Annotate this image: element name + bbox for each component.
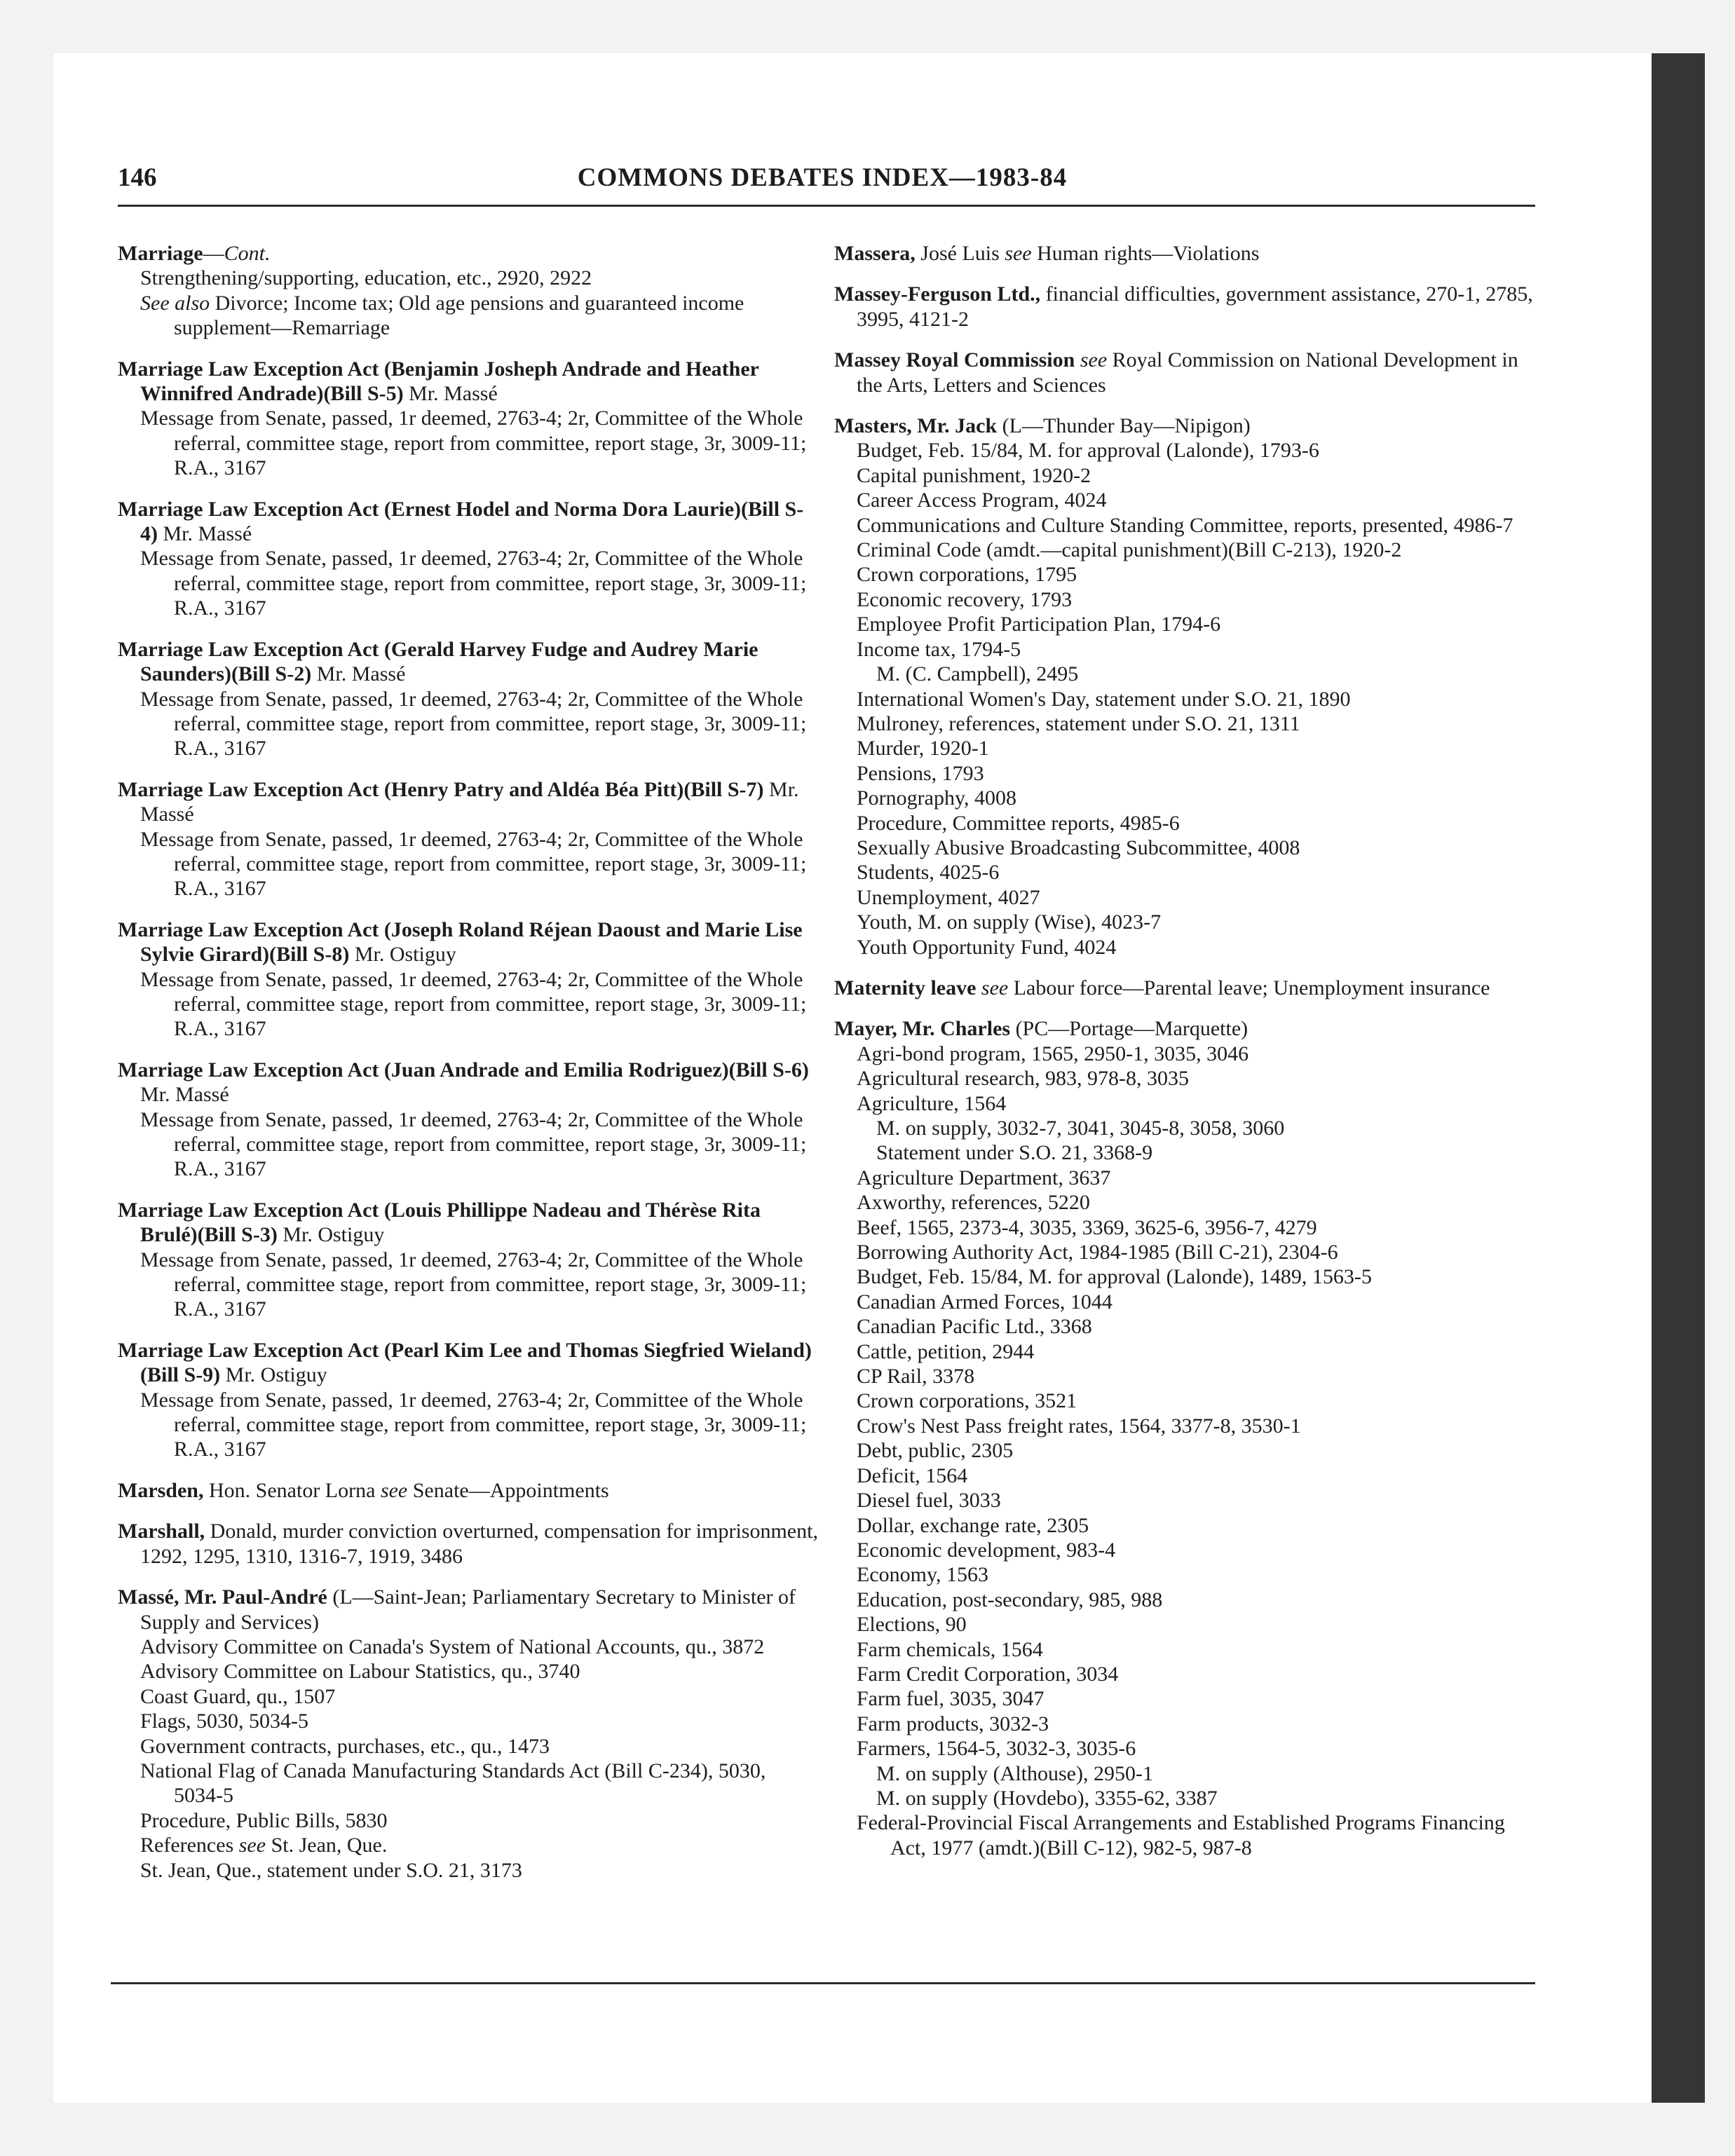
sub-entry [834,1464,1535,1488]
index-entry [834,241,1535,266]
sub-entry [834,1414,1535,1438]
entry-heading-text: Mr. Massé [403,382,498,406]
sub-entry [834,1091,1535,1116]
sub-entry [118,1684,819,1709]
index-entry [118,777,819,901]
sub-entry [118,1734,819,1759]
sub-entry [834,438,1535,463]
sub-entry [118,1635,819,1659]
sub-entry-text: M. on supply, 3032-7, 3041, 3045-8, 3058, 3060 [876,1117,1285,1140]
index-entry [118,497,819,621]
entry-heading-text: José Luis [915,242,1005,265]
entry-heading-bold: Mayer, Mr. Charles [834,1017,1011,1041]
sub-entry [834,1215,1535,1240]
sub-entry-text: Agricultural research, 983, 978-8, 3035 [857,1067,1190,1091]
entry-heading-text [976,976,981,999]
entry-heading [834,241,1535,266]
entry-heading [834,348,1535,397]
sub-entry-text: Murder, 1920-1 [857,737,989,760]
sub-entry [834,1637,1535,1662]
entry-heading-bold: Marriage Law Exception Act (Louis Phillippe Nadeau and Thérèse Rita Brulé)(Bill S-3) [118,1198,761,1247]
sub-entry [834,538,1535,562]
entry-heading-bold: Masters, Mr. Jack [834,414,998,438]
sub-entry-text: Message from Senate, passed, 1r deemed, 2763-4; 2r, Committee of the Whole referral, committee stage, report from committee, report stage, 3r, 3009-11; R.A., 3167 [140,687,807,760]
sub-entry-text: Coast Guard, qu., 1507 [140,1684,336,1708]
sub-entry-text: Pensions, 1793 [857,761,984,785]
entry-heading-text: Mr. Massé [311,662,406,686]
index-entry [118,1478,819,1503]
entry-heading-text: Mr. Ostiguy [349,943,456,967]
sub-entry [834,1140,1535,1165]
sub-entry [834,1736,1535,1761]
sub-entry [834,1364,1535,1389]
sub-entry-text: Crow's Nest Pass freight rates, 1564, 3377-8, 3530-1 [857,1414,1301,1438]
sub-entry-text: Strengthening/supporting, education, etc., 2920, 2922 [140,266,592,290]
sub-entry-text: Criminal Code (amdt.—capital punishment)(Bill C-213), 1920-2 [857,538,1402,562]
index-entry [118,1338,819,1462]
sub-entry [118,291,819,341]
sub-entry-text: Farm Credit Corporation, 3034 [857,1662,1119,1686]
sub-entry-text: Canadian Armed Forces, 1044 [857,1290,1113,1314]
sub-entry-text: Message from Senate, passed, 1r deemed, 2763-4; 2r, Committee of the Whole referral, committee stage, report from committee, report stage, 3r, 3009-11; R.A., 3167 [140,407,807,480]
entry-heading [118,917,819,967]
entry-heading-italic: see [1005,242,1032,265]
index-entry [834,414,1535,960]
sub-entry-text: Pornography, 4008 [857,786,1017,810]
sub-entry-text: Education, post-secondary, 985, 988 [857,1588,1163,1611]
sub-entry-text: Procedure, Committee reports, 4985-6 [857,811,1180,835]
sub-entry-italic: See also [140,291,210,315]
entry-heading [834,282,1535,332]
sub-entry-text: Crown corporations, 1795 [857,563,1077,587]
index-entry [118,241,819,341]
sub-entry [118,1833,819,1857]
header-rule [118,205,1535,207]
entry-heading [118,1585,819,1635]
sub-entry [834,1786,1535,1810]
entry-heading-text: (L—Saint-Jean; Parliamentary Secretary to Minister of Supply and Services) [140,1585,796,1634]
sub-entry [834,711,1535,736]
sub-entry [834,513,1535,538]
sub-entry-text: Youth Opportunity Fund, 4024 [857,935,1117,959]
sub-entry-text: St. Jean, Que. [266,1834,388,1857]
sub-entry [834,1389,1535,1413]
sub-entry [834,1042,1535,1066]
entry-heading-bold: Marriage Law Exception Act (Ernest Hodel and Norma Dora Laurie)(Bill S-4) [118,497,804,546]
sub-entry [834,1488,1535,1513]
index-entry [118,1585,819,1883]
sub-entry [834,835,1535,860]
sub-entry [118,1858,819,1883]
entry-heading-bold: Marriage Law Exception Act (Joseph Roland Réjean Daoust and Marie Lise Sylvie Girard)(Bill S-8) [118,917,803,967]
sub-entry [118,1388,819,1462]
entry-heading [834,976,1535,1000]
sub-entry [834,1513,1535,1538]
sub-entry-text: Cattle, petition, 2944 [857,1339,1035,1363]
sub-entry-text: Borrowing Authority Act, 1984-1985 (Bill C-21), 2304-6 [857,1241,1338,1264]
entry-heading-text: Mr. Massé [158,522,252,546]
sub-entry [834,811,1535,835]
sub-entry-text: Farm products, 3032-3 [857,1712,1049,1735]
sub-entry-text: Message from Senate, passed, 1r deemed, 2763-4; 2r, Committee of the Whole referral, committee stage, report from committee, report stage, 3r, 3009-11; R.A., 3167 [140,827,807,901]
sub-entry [834,1612,1535,1637]
sub-entry [834,935,1535,960]
entry-heading-bold: Massey-Ferguson Ltd., [834,282,1041,306]
sub-entry-text: Farm fuel, 3035, 3047 [857,1687,1045,1711]
sub-entry-text: Axworthy, references, 5220 [857,1191,1090,1215]
entry-heading-text: Mr. Ostiguy [277,1223,385,1247]
sub-entry-text: Message from Senate, passed, 1r deemed, 2763-4; 2r, Committee of the Whole referral, committee stage, report from committee, report stage, 3r, 3009-11; R.A., 3167 [140,1248,807,1321]
entry-heading-text: Royal Commission on National Development in the Arts, Letters and Sciences [857,348,1518,397]
entry-heading-bold: Massey Royal Commission [834,348,1075,372]
sub-entry-text: Students, 4025-6 [857,861,1000,885]
sub-entry [834,463,1535,488]
footer-rule [111,1982,1535,1984]
entry-heading-text: Mr. Ostiguy [220,1363,327,1387]
sub-entry-text: Message from Senate, passed, 1r deemed, 2763-4; 2r, Committee of the Whole referral, committee stage, report from committee, report stage, 3r, 3009-11; R.A., 3167 [140,547,807,620]
entry-heading-bold: Massé, Mr. Paul-André [118,1585,327,1609]
entry-heading-text: — [203,242,224,265]
sub-entry [118,1248,819,1322]
entry-heading [118,1338,819,1388]
page-number: 146 [118,163,157,192]
sub-entry [834,1588,1535,1612]
entry-heading [118,1198,819,1248]
index-entry [834,348,1535,397]
entry-heading-text [1075,348,1080,371]
left-column [118,241,819,1899]
sub-entry-text: Unemployment, 4027 [857,885,1040,909]
sub-entry-text: Crown corporations, 3521 [857,1389,1077,1413]
sub-entry-text: Communications and Culture Standing Committee, reports, presented, 4986-7 [857,513,1513,537]
sub-entry-text: Beef, 1565, 2373-4, 3035, 3369, 3625-6, 3956-7, 4279 [857,1215,1317,1239]
entry-heading-text: (PC—Portage—Marquette) [1010,1017,1248,1041]
entry-heading-text: financial difficulties, government assistance, 270-1, 2785, 3995, 4121-2 [857,282,1533,331]
entry-heading-bold: Marriage Law Exception Act (Benjamin Josheph Andrade and Heather Winnifred Andrade)(Bill S-5) [118,357,759,406]
entry-heading [118,497,819,547]
sub-entry [834,1066,1535,1091]
sub-entry [118,827,819,901]
sub-entry-text: CP Rail, 3378 [857,1365,975,1389]
sub-entry-text: M. on supply (Althouse), 2950-1 [876,1761,1153,1785]
sub-entry [834,1538,1535,1562]
sub-entry [834,1116,1535,1140]
sub-entry [118,546,819,620]
entry-heading-text: Mr. Massé [140,1083,229,1107]
entry-heading [118,777,819,827]
entry-heading [118,1478,819,1503]
index-entry [118,357,819,481]
sub-entry-text: Economic development, 983-4 [857,1538,1116,1562]
entry-heading [118,1519,819,1569]
sub-entry [834,562,1535,587]
sub-entry-text: Capital punishment, 1920-2 [857,463,1091,487]
sub-entry [834,1810,1535,1860]
sub-entry-text: Statement under S.O. 21, 3368-9 [876,1141,1153,1165]
sub-entry [118,1709,819,1733]
scan-binding-edge [1652,53,1705,2103]
entry-heading [834,414,1535,438]
sub-entry [834,687,1535,711]
entry-heading-bold: Marriage Law Exception Act (Pearl Kim Lee and Thomas Siegfried Wieland)(Bill S-9) [118,1338,812,1387]
index-entry [118,1198,819,1322]
sub-entry [834,662,1535,686]
sub-entry-text: Sexually Abusive Broadcasting Subcommittee, 4008 [857,835,1300,859]
sub-entry-text: Federal-Provincial Fiscal Arrangements and Established Programs Financing Act, 1977 (amdt.)(Bill C-12), 982-5, 987-8 [857,1811,1505,1860]
sub-entry-text: Procedure, Public Bills, 5830 [140,1808,388,1832]
sub-entry-text: Mulroney, references, statement under S.O. 21, 1311 [857,711,1300,735]
sub-entry-text: Budget, Feb. 15/84, M. for approval (Lalonde), 1793-6 [857,439,1319,463]
sub-entry-text: Diesel fuel, 3033 [857,1489,1001,1513]
sub-entry-text: Message from Senate, passed, 1r deemed, 2763-4; 2r, Committee of the Whole referral, committee stage, report from committee, report stage, 3r, 3009-11; R.A., 3167 [140,1388,807,1461]
sub-entry [834,1686,1535,1711]
sub-entry-text: Agriculture Department, 3637 [857,1166,1111,1189]
sub-entry [834,860,1535,885]
sub-entry [118,1759,819,1808]
index-entry [118,637,819,761]
sub-entry [834,612,1535,636]
sub-entry-text: References [140,1834,239,1857]
entry-heading [118,1058,819,1107]
sub-entry [118,967,819,1042]
sub-entry [834,1166,1535,1190]
sub-entry-text: Canadian Pacific Ltd., 3368 [857,1315,1092,1339]
sub-entry [834,1662,1535,1686]
index-entry [118,1058,819,1182]
sub-entry [834,1290,1535,1314]
entry-heading-bold: Marriage Law Exception Act (Juan Andrade and Emilia Rodriguez)(Bill S-6) [118,1058,809,1082]
sub-entry [118,1659,819,1684]
sub-entry-text: Message from Senate, passed, 1r deemed, 2763-4; 2r, Committee of the Whole referral, committee stage, report from committee, report stage, 3r, 3009-11; R.A., 3167 [140,1107,807,1181]
sub-entry-text: Farmers, 1564-5, 3032-3, 3035-6 [857,1737,1136,1761]
index-entry [834,1016,1535,1860]
sub-entry [834,1339,1535,1364]
entry-heading-text: Hon. Senator Lorna [203,1478,381,1502]
sub-entry-text: National Flag of Canada Manufacturing Standards Act (Bill C-234), 5030, 5034-5 [140,1759,766,1808]
page-title: COMMONS DEBATES INDEX—1983-84 [577,163,1068,192]
entry-heading [118,241,819,266]
sub-entry-text: Economic recovery, 1793 [857,587,1073,611]
sub-entry-text: Debt, public, 2305 [857,1439,1014,1463]
sub-entry [834,1190,1535,1215]
entry-heading-italic: see [1080,348,1108,372]
entry-heading-italic: Cont. [224,242,271,265]
sub-entry-text: Employee Profit Participation Plan, 1794-6 [857,613,1221,636]
index-entry [834,976,1535,1000]
sub-entry-text: Agriculture, 1564 [857,1091,1007,1115]
sub-entry-italic: see [238,1834,266,1857]
entry-heading-bold: Marriage Law Exception Act (Henry Patry and Aldéa Béa Pitt)(Bill S-7) [118,777,764,801]
sub-entry [834,1438,1535,1463]
sub-entry-text: Youth, M. on supply (Wise), 4023-7 [857,910,1162,934]
sub-entry-text: M. on supply (Hovdebo), 3355-62, 3387 [876,1786,1218,1810]
entry-heading-text: Human rights—Violations [1031,242,1260,265]
sub-entry [834,1761,1535,1786]
index-entry [834,282,1535,332]
sub-entry-text: Deficit, 1564 [857,1464,968,1487]
sub-entry [834,1712,1535,1736]
entry-heading [118,357,819,407]
sub-entry [834,587,1535,612]
entry-heading [834,1016,1535,1041]
sub-entry [834,637,1535,662]
sub-entry-text: Dollar, exchange rate, 2305 [857,1513,1089,1537]
sub-entry [834,1314,1535,1339]
entry-heading-text: Donald, murder conviction overturned, compensation for imprisonment, 1292, 1295, 1310, 1316-7, 1919, 3486 [140,1520,818,1568]
entry-heading-text: Labour force—Parental leave; Unemployment insurance [1008,976,1490,999]
sub-entry [834,1240,1535,1264]
index-entry [118,917,819,1042]
sub-entry-text: Career Access Program, 4024 [857,489,1107,512]
entry-heading [118,637,819,687]
sub-entry [834,910,1535,934]
sub-entry-text: Advisory Committee on Canada's System of National Accounts, qu., 3872 [140,1635,765,1658]
sub-entry [118,687,819,761]
sub-entry [834,786,1535,810]
sub-entry-text: Message from Senate, passed, 1r deemed, 2763-4; 2r, Committee of the Whole referral, committee stage, report from committee, report stage, 3r, 3009-11; R.A., 3167 [140,967,807,1041]
sub-entry-text: M. (C. Campbell), 2495 [876,662,1079,686]
entry-heading-text: Mr. Massé [140,777,799,826]
sub-entry-text: Income tax, 1794-5 [857,637,1021,661]
sub-entry [118,266,819,290]
sub-entry-text: International Women's Day, statement under S.O. 21, 1890 [857,687,1351,711]
sub-entry [118,406,819,480]
sub-entry-text: Budget, Feb. 15/84, M. for approval (Lalonde), 1489, 1563-5 [857,1265,1372,1289]
sub-entry-text: Flags, 5030, 5034-5 [140,1710,308,1733]
sub-entry [834,1562,1535,1587]
sub-entry-text: Divorce; Income tax; Old age pensions and guaranteed income supplement—Remarriage [174,291,744,340]
entry-heading-italic: see [380,1478,408,1502]
sub-entry-text: St. Jean, Que., statement under S.O. 21, 3173 [140,1858,522,1882]
sub-entry-text: Farm chemicals, 1564 [857,1637,1043,1661]
index-entry [118,1519,819,1569]
sub-entry [834,885,1535,910]
entry-heading-bold: Massera, [834,242,916,265]
entry-heading-bold: Marriage [118,242,203,265]
page-header [118,163,1527,203]
entry-heading-bold: Marshall, [118,1520,205,1543]
entry-heading-text: (L—Thunder Bay—Nipigon) [997,414,1251,438]
entry-heading-italic: see [981,976,1009,999]
right-column [834,241,1535,1876]
sub-entry [118,1107,819,1182]
sub-entry-text: Advisory Committee on Labour Statistics, qu., 3740 [140,1660,580,1684]
sub-entry [834,736,1535,760]
sub-entry [834,1264,1535,1289]
sub-entry-text: Agri-bond program, 1565, 2950-1, 3035, 3046 [857,1042,1249,1065]
sub-entry [834,761,1535,786]
sub-entry [118,1808,819,1833]
sub-entry-text: Elections, 90 [857,1613,967,1637]
entry-heading-bold: Marriage Law Exception Act (Gerald Harvey Fudge and Audrey Marie Saunders)(Bill S-2) [118,637,758,686]
entry-heading-bold: Marsden, [118,1478,204,1502]
entry-heading-text: Senate—Appointments [407,1478,609,1502]
sub-entry-text: Economy, 1563 [857,1563,989,1587]
sub-entry [834,488,1535,512]
sub-entry-text: Government contracts, purchases, etc., qu., 1473 [140,1734,550,1758]
entry-heading-bold: Maternity leave [834,976,977,999]
